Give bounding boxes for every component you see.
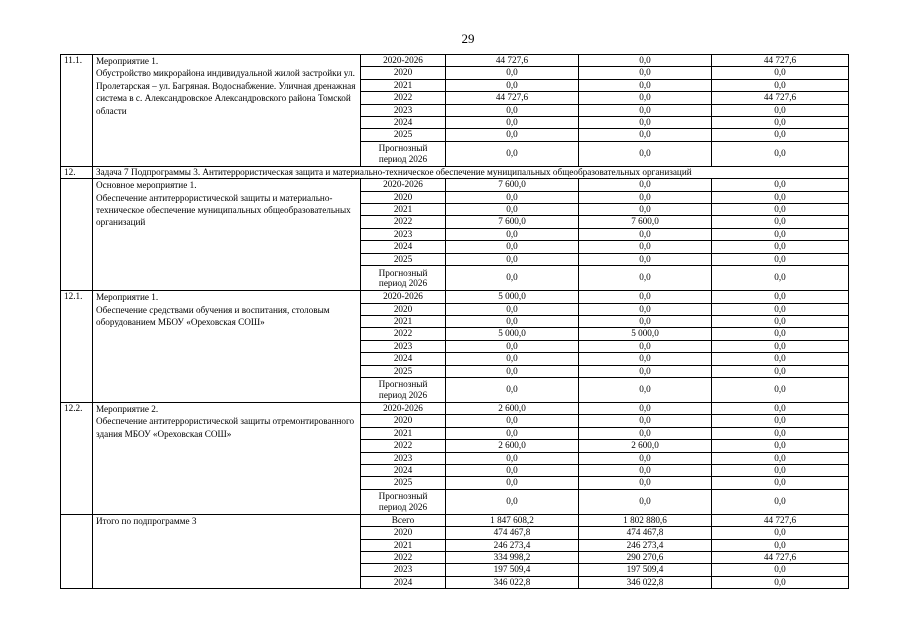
amount-cell-1: 0,0: [446, 353, 579, 365]
amount-cell-3: 0,0: [712, 315, 849, 327]
amount-cell-1: 0,0: [446, 489, 579, 514]
item-index: [61, 514, 93, 588]
amount-cell-2: 0,0: [579, 303, 712, 315]
period-cell: Прогнозный период 2026: [361, 377, 446, 402]
period-cell: 2024: [361, 464, 446, 476]
period-cell: 2020-2026: [361, 291, 446, 303]
amount-cell-1: 7 600,0: [446, 179, 579, 191]
page-number: 29: [461, 31, 475, 46]
amount-cell-2: 7 600,0: [579, 216, 712, 228]
amount-cell-2: 0,0: [579, 67, 712, 79]
amount-cell-3: 0,0: [712, 527, 849, 539]
table-row: [61, 179, 849, 191]
period-cell: 2022: [361, 216, 446, 228]
period-cell: 2023: [361, 228, 446, 240]
amount-cell-1: 0,0: [446, 340, 579, 352]
amount-cell-1: 0,0: [446, 141, 579, 166]
amount-cell-1: 7 600,0: [446, 216, 579, 228]
amount-cell-2: 197 509,4: [579, 564, 712, 576]
amount-cell-1: 0,0: [446, 228, 579, 240]
amount-cell-2: 2 600,0: [579, 440, 712, 452]
period-cell: 2020-2026: [361, 55, 446, 67]
amount-cell-2: 0,0: [579, 179, 712, 191]
amount-cell-2: 0,0: [579, 365, 712, 377]
amount-cell-3: 0,0: [712, 117, 849, 129]
amount-cell-1: 346 022,8: [446, 576, 579, 588]
amount-cell-3: 0,0: [712, 253, 849, 265]
amount-cell-3: 44 727,6: [712, 55, 849, 67]
amount-cell-2: 0,0: [579, 427, 712, 439]
period-cell: 2024: [361, 576, 446, 588]
amount-cell-3: 44 727,6: [712, 552, 849, 564]
budget-table-body: [61, 55, 849, 589]
amount-cell-2: 0,0: [579, 253, 712, 265]
amount-cell-1: 197 509,4: [446, 564, 579, 576]
item-index: 11.1.: [61, 55, 93, 167]
amount-cell-3: 0,0: [712, 353, 849, 365]
amount-cell-3: 0,0: [712, 340, 849, 352]
amount-cell-2: 0,0: [579, 315, 712, 327]
amount-cell-3: 0,0: [712, 241, 849, 253]
period-cell: 2021: [361, 427, 446, 439]
budget-table: [60, 54, 849, 589]
period-cell: 2021: [361, 315, 446, 327]
period-cell: 2020-2026: [361, 402, 446, 414]
amount-cell-1: 0,0: [446, 266, 579, 291]
period-cell: 2023: [361, 564, 446, 576]
item-description: Мероприятие 1. Обустройство микрорайона индивидуальной жилой застройки ул. Пролетарская – ул. Багряная. Водоснабжение. Уличная дренажная система в с. Александровское Александровского района Томской области: [93, 55, 361, 167]
amount-cell-1: 0,0: [446, 303, 579, 315]
task-row: [61, 166, 849, 178]
amount-cell-1: 0,0: [446, 253, 579, 265]
amount-cell-2: 0,0: [579, 117, 712, 129]
amount-cell-2: 346 022,8: [579, 576, 712, 588]
amount-cell-2: 0,0: [579, 464, 712, 476]
item-description: Мероприятие 1. Обеспечение средствами обучения и воспитания, столовым оборудованием МБОУ «Ореховская СОШ»: [93, 291, 361, 403]
task-index: 12.: [61, 166, 93, 178]
amount-cell-2: 0,0: [579, 452, 712, 464]
amount-cell-3: 0,0: [712, 303, 849, 315]
amount-cell-1: 0,0: [446, 67, 579, 79]
period-cell: Всего: [361, 514, 446, 526]
item-index: [61, 179, 93, 291]
amount-cell-3: 0,0: [712, 204, 849, 216]
amount-cell-3: 44 727,6: [712, 92, 849, 104]
period-cell: 2021: [361, 204, 446, 216]
amount-cell-2: 0,0: [579, 228, 712, 240]
amount-cell-1: 0,0: [446, 464, 579, 476]
amount-cell-3: 0,0: [712, 191, 849, 203]
amount-cell-3: 0,0: [712, 427, 849, 439]
amount-cell-1: 0,0: [446, 315, 579, 327]
amount-cell-1: 474 467,8: [446, 527, 579, 539]
amount-cell-2: 0,0: [579, 353, 712, 365]
period-cell: 2020: [361, 415, 446, 427]
amount-cell-2: 0,0: [579, 415, 712, 427]
amount-cell-3: 0,0: [712, 564, 849, 576]
amount-cell-2: 0,0: [579, 266, 712, 291]
amount-cell-3: 0,0: [712, 415, 849, 427]
amount-cell-3: 0,0: [712, 365, 849, 377]
period-cell: 2023: [361, 452, 446, 464]
amount-cell-2: 0,0: [579, 377, 712, 402]
period-cell: Прогнозный период 2026: [361, 266, 446, 291]
amount-cell-1: 0,0: [446, 204, 579, 216]
amount-cell-1: 44 727,6: [446, 92, 579, 104]
period-cell: 2020: [361, 67, 446, 79]
amount-cell-1: 0,0: [446, 117, 579, 129]
amount-cell-3: 0,0: [712, 216, 849, 228]
amount-cell-2: 0,0: [579, 55, 712, 67]
item-description: Основное мероприятие 1. Обеспечение антитеррористической защиты и материально-техническое обеспечение муниципальных общеобразовательных организаций: [93, 179, 361, 291]
amount-cell-2: 0,0: [579, 129, 712, 141]
period-cell: 2024: [361, 353, 446, 365]
amount-cell-3: 44 727,6: [712, 514, 849, 526]
amount-cell-2: 0,0: [579, 204, 712, 216]
period-cell: 2023: [361, 340, 446, 352]
amount-cell-1: 5 000,0: [446, 291, 579, 303]
amount-cell-3: 0,0: [712, 402, 849, 414]
amount-cell-1: 1 847 608,2: [446, 514, 579, 526]
period-cell: 2022: [361, 92, 446, 104]
amount-cell-2: 0,0: [579, 291, 712, 303]
amount-cell-2: 0,0: [579, 141, 712, 166]
amount-cell-3: 0,0: [712, 291, 849, 303]
period-cell: 2020: [361, 303, 446, 315]
amount-cell-1: 0,0: [446, 377, 579, 402]
amount-cell-3: 0,0: [712, 539, 849, 551]
period-cell: 2025: [361, 477, 446, 489]
amount-cell-2: 0,0: [579, 402, 712, 414]
amount-cell-3: 0,0: [712, 464, 849, 476]
item-description: Итого по подпрограмме 3: [93, 514, 361, 588]
table-row: [61, 514, 849, 526]
item-description: Мероприятие 2. Обеспечение антитеррористической защиты отремонтированного здания МБОУ «Ореховская СОШ»: [93, 402, 361, 514]
amount-cell-1: 0,0: [446, 129, 579, 141]
amount-cell-3: 0,0: [712, 266, 849, 291]
amount-cell-2: 290 270,6: [579, 552, 712, 564]
amount-cell-1: 5 000,0: [446, 328, 579, 340]
period-cell: 2021: [361, 79, 446, 91]
amount-cell-1: 0,0: [446, 415, 579, 427]
amount-cell-2: 474 467,8: [579, 527, 712, 539]
amount-cell-2: 0,0: [579, 79, 712, 91]
amount-cell-2: 0,0: [579, 241, 712, 253]
amount-cell-2: 0,0: [579, 340, 712, 352]
amount-cell-1: 0,0: [446, 79, 579, 91]
amount-cell-1: 0,0: [446, 452, 579, 464]
amount-cell-2: 0,0: [579, 489, 712, 514]
amount-cell-2: 0,0: [579, 477, 712, 489]
period-cell: 2022: [361, 328, 446, 340]
amount-cell-3: 0,0: [712, 67, 849, 79]
task-title: Задача 7 Подпрограммы 3. Антитеррористическая защита и материально-техническое обеспечение муниципальных общеобразовательных организаций: [93, 166, 849, 178]
amount-cell-1: 334 998,2: [446, 552, 579, 564]
amount-cell-3: 0,0: [712, 141, 849, 166]
period-cell: Прогнозный период 2026: [361, 489, 446, 514]
amount-cell-3: 0,0: [712, 179, 849, 191]
period-cell: 2022: [361, 440, 446, 452]
table-row: [61, 402, 849, 414]
amount-cell-2: 1 802 880,6: [579, 514, 712, 526]
amount-cell-3: 0,0: [712, 477, 849, 489]
period-cell: 2024: [361, 117, 446, 129]
amount-cell-3: 0,0: [712, 228, 849, 240]
amount-cell-1: 246 273,4: [446, 539, 579, 551]
period-cell: 2025: [361, 129, 446, 141]
item-index: 12.2.: [61, 402, 93, 514]
amount-cell-2: 5 000,0: [579, 328, 712, 340]
table-row: [61, 55, 849, 67]
amount-cell-3: 0,0: [712, 440, 849, 452]
period-cell: 2025: [361, 365, 446, 377]
amount-cell-3: 0,0: [712, 452, 849, 464]
amount-cell-1: 0,0: [446, 427, 579, 439]
item-index: 12.1.: [61, 291, 93, 403]
period-cell: 2025: [361, 253, 446, 265]
amount-cell-1: 2 600,0: [446, 402, 579, 414]
amount-cell-1: 44 727,6: [446, 55, 579, 67]
amount-cell-3: 0,0: [712, 576, 849, 588]
period-cell: 2020: [361, 191, 446, 203]
amount-cell-3: 0,0: [712, 79, 849, 91]
period-cell: 2020: [361, 527, 446, 539]
period-cell: Прогнозный период 2026: [361, 141, 446, 166]
amount-cell-3: 0,0: [712, 129, 849, 141]
amount-cell-2: 246 273,4: [579, 539, 712, 551]
amount-cell-1: 0,0: [446, 477, 579, 489]
amount-cell-1: 0,0: [446, 365, 579, 377]
period-cell: 2024: [361, 241, 446, 253]
amount-cell-3: 0,0: [712, 377, 849, 402]
amount-cell-3: 0,0: [712, 489, 849, 514]
amount-cell-1: 0,0: [446, 241, 579, 253]
amount-cell-3: 0,0: [712, 328, 849, 340]
table-row: [61, 291, 849, 303]
amount-cell-2: 0,0: [579, 104, 712, 116]
period-cell: 2022: [361, 552, 446, 564]
amount-cell-1: 0,0: [446, 191, 579, 203]
amount-cell-1: 0,0: [446, 104, 579, 116]
amount-cell-2: 0,0: [579, 191, 712, 203]
period-cell: 2023: [361, 104, 446, 116]
amount-cell-1: 2 600,0: [446, 440, 579, 452]
amount-cell-3: 0,0: [712, 104, 849, 116]
amount-cell-2: 0,0: [579, 92, 712, 104]
period-cell: 2020-2026: [361, 179, 446, 191]
period-cell: 2021: [361, 539, 446, 551]
